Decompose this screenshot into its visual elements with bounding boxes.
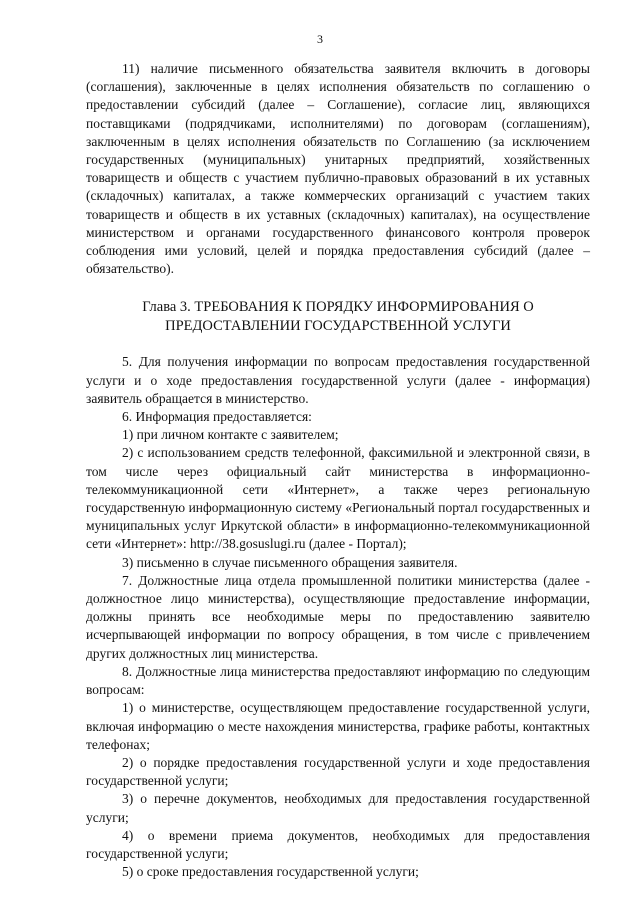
paragraph-8-item-3: 3) о перечне документов, необходимых для предоставления государственной услуги; <box>86 791 590 825</box>
paragraph-7: 7. Должностные лица отдела промышленной политики министерства (далее - должностное лицо министерства), осуществляющие предоставление информации, должны принять все необходимые меры по предоставлению заявителю исчерпывающей информации по вопросу обращения, в том числе с привлечением других должностных лиц министерства. <box>86 572 590 661</box>
paragraph-8-item-5: 5) о сроке предоставления государственной услуги; <box>122 864 419 880</box>
paragraph-6-item-1: 1) при личном контакте с заявителем; <box>122 427 339 443</box>
chapter-heading: Глава 3. ТРЕБОВАНИЯ К ПОРЯДКУ ИНФОРМИРОВАНИЯ О ПРЕДОСТАВЛЕНИИ ГОСУДАРСТВЕННОЙ УСЛУГИ <box>142 299 534 334</box>
paragraph-8-item-2: 2) о порядке предоставления государственной услуги и ходе предоставления государственной услуги; <box>86 754 590 789</box>
page-number: 3 <box>317 32 323 46</box>
paragraph-6-item-3: 3) письменно в случае письменного обращения заявителя. <box>122 554 458 570</box>
paragraph-8: 8. Должностные лица министерства предоставляют информацию по следующим вопросам: <box>86 663 590 698</box>
paragraph-8-item-1: 1) о министерстве, осуществляющем предоставление государственной услуги, включая информацию о месте нахождения министерства, графике работы, контактных телефонах; <box>86 700 590 752</box>
paragraph-6: 6. Информация предоставляется: <box>122 409 312 425</box>
paragraph-5: 5. Для получения информации по вопросам предоставления государственной услуги и о ходе предоставления государственной услуги (далее - информация) заявитель обращается в министерство. <box>86 354 590 406</box>
paragraph-8-item-4: 4) о времени приема документов, необходимых для предоставления государственной услуги; <box>86 827 590 861</box>
document-body <box>86 60 590 881</box>
paragraph-6-item-2: 2) с использованием средств телефонной, факсимильной и электронной связи, в том числе через официальный сайт министерства в информационно-телекоммуникационной сети «Интернет», а также через региональную государственную информационную систему «Региональный портал государственных и муниципальных услуг Иркутской области» в информационно-телекоммуникационной сети «Интернет»: http://38.gosuslugi.ru (далее - Портал); <box>86 445 590 552</box>
paragraph-item-11: 11) наличие письменного обязательства заявителя включить в договоры (соглашения), заключенные в целях исполнения обязательств по соглашению о предоставлении субсидий (далее – Соглашение), согласие лиц, являющихся поставщиками (подрядчиками, исполнителями) по договорам (соглашениям), заключенным в целях исполнения обязательств по Соглашению (за исключением государственных (муниципальных) унитарных предприятий, хозяйственных товариществ и обществ с участием публично-правовых образований в их уставных (складочных) капиталах, а также коммерческих организаций с участием таких товариществ и обществ в их уставных (складочных) капиталах), на осуществление министерством и органами государственного финансового контроля проверок соблюдения ими условий, целей и порядка предоставления субсидий (далее – обязательство). <box>86 61 590 277</box>
